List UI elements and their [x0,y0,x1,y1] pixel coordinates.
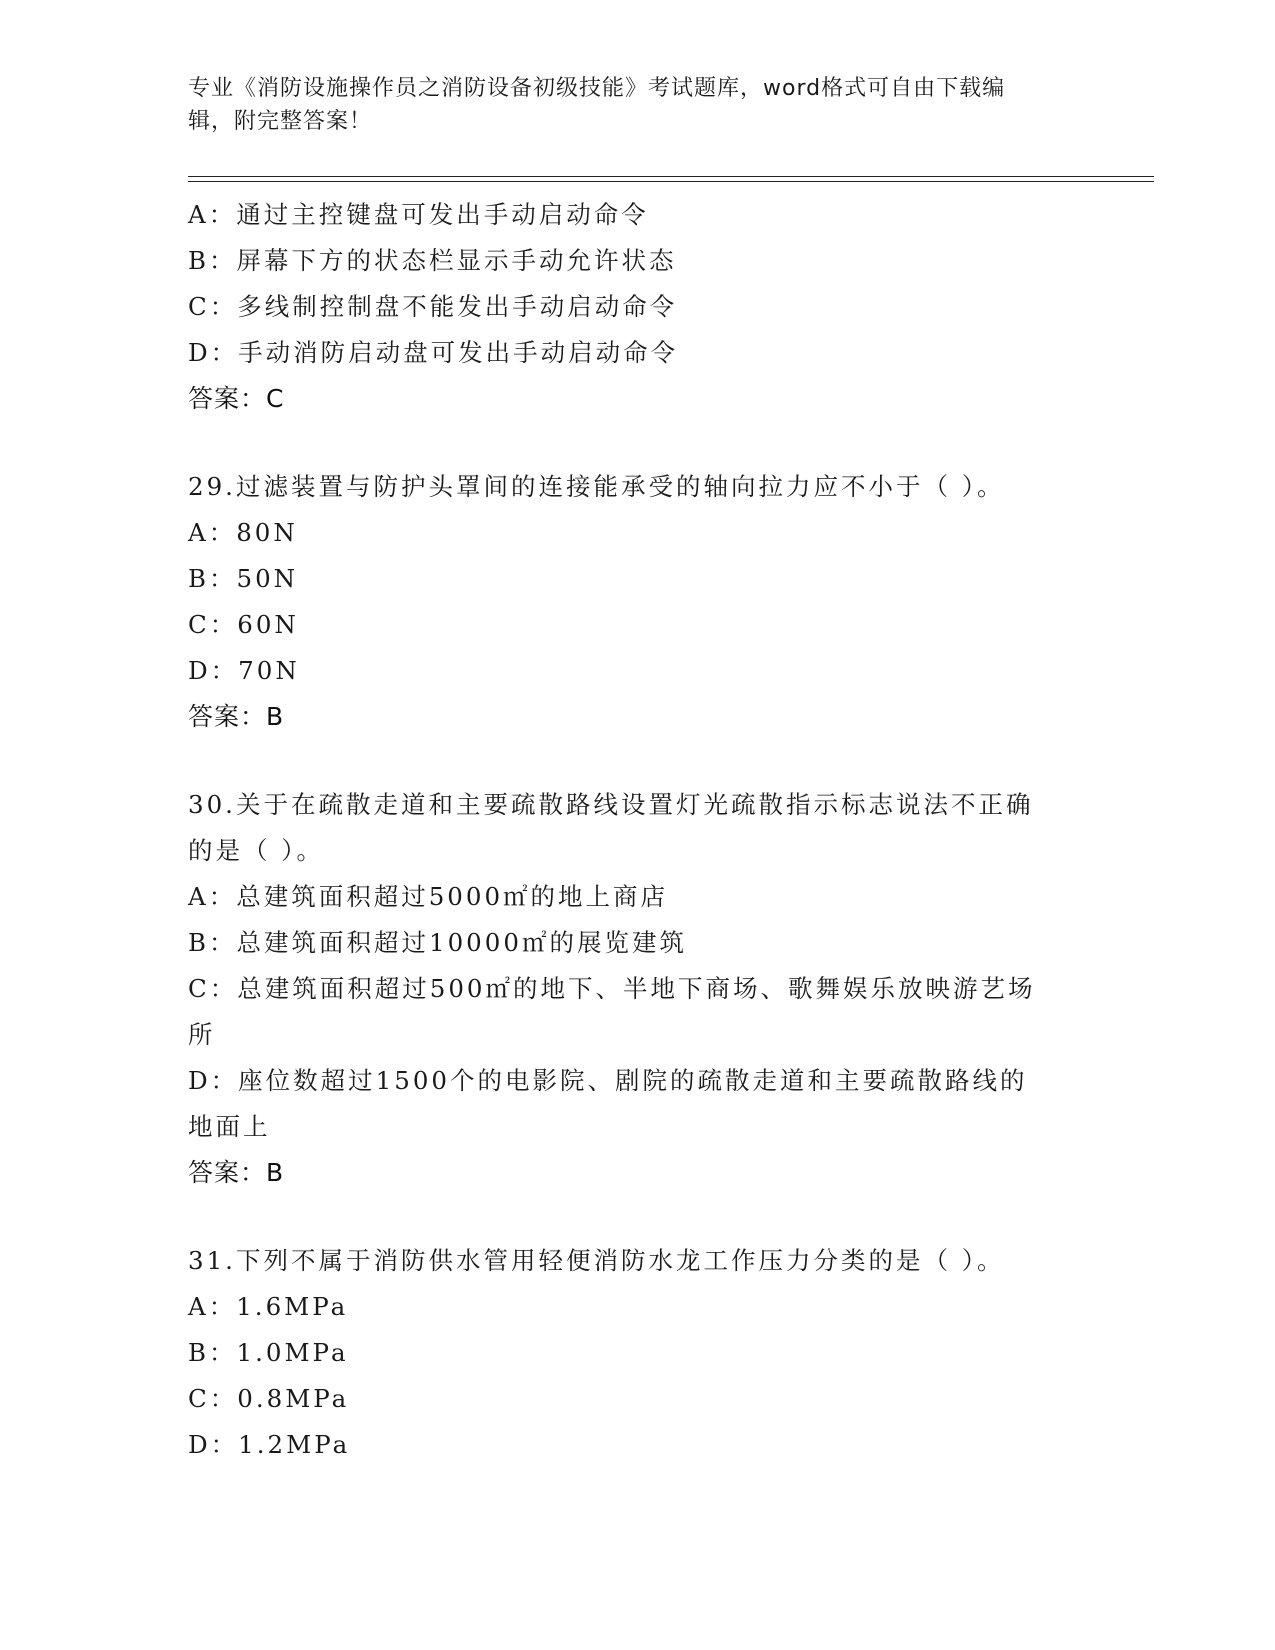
answer-line: 答案：C [188,384,285,413]
answer-line: 答案：B [188,702,285,731]
option-b: B：屏幕下方的状态栏显示手动允许状态 [188,246,677,275]
question-stem: 29.过滤装置与防护头罩间的连接能承受的轴向拉力应不小于（ ）。 [188,472,1005,501]
question-stem: 30.关于在疏散走道和主要疏散路线设置灯光疏散指示标志说法不正确 [188,790,1034,819]
option-d: D：70N [188,656,300,685]
option-b: B：50N [188,564,299,593]
answer-line: 答案：B [188,1158,285,1187]
spacer [188,740,1088,782]
header-intro-line-2: 辑，附完整答案！ [188,109,373,134]
option-a: A：总建筑面积超过5000㎡的地上商店 [188,882,669,911]
option-c: C：总建筑面积超过500㎡的地下、半地下商场、歌舞娱乐放映游艺场 [188,974,1036,1003]
question-stem-continued: 的是（ ）。 [188,836,325,865]
option-d: D：手动消防启动盘可发出手动启动命令 [188,338,679,367]
option-a: A：80N [188,518,298,547]
option-d: D：1.2MPa [188,1430,351,1459]
option-c: C：0.8MPa [188,1384,350,1413]
option-d: D：座位数超过1500个的电影院、剧院的疏散走道和主要疏散路线的 [188,1066,1028,1095]
header-divider-top [188,176,1154,177]
option-a: A：1.6MPa [188,1292,349,1321]
option-c: C：多线制控制盘不能发出手动启动命令 [188,292,678,321]
header-divider-bottom [188,181,1154,182]
document-header [188,72,1088,138]
question-list [188,192,1088,1468]
question-stem: 31.下列不属于消防供水管用轻便消防水龙工作压力分类的是（ ）。 [188,1246,1005,1275]
question-29 [188,464,1088,740]
option-c: C：60N [188,610,299,639]
question-31 [188,1238,1088,1468]
header-intro-line-1: 专业《消防设施操作员之消防设备初级技能》考试题库，word格式可自由下载编 [188,76,1006,101]
spacer [188,422,1088,464]
question-28 [188,192,1088,422]
option-c-continued: 所 [188,1020,216,1049]
option-b: B：总建筑面积超过10000㎡的展览建筑 [188,928,687,957]
option-b: B：1.0MPa [188,1338,349,1367]
spacer [188,1196,1088,1238]
option-a: A：通过主控键盘可发出手动启动命令 [188,200,649,229]
question-30 [188,782,1088,1196]
option-d-continued: 地面上 [188,1112,271,1141]
